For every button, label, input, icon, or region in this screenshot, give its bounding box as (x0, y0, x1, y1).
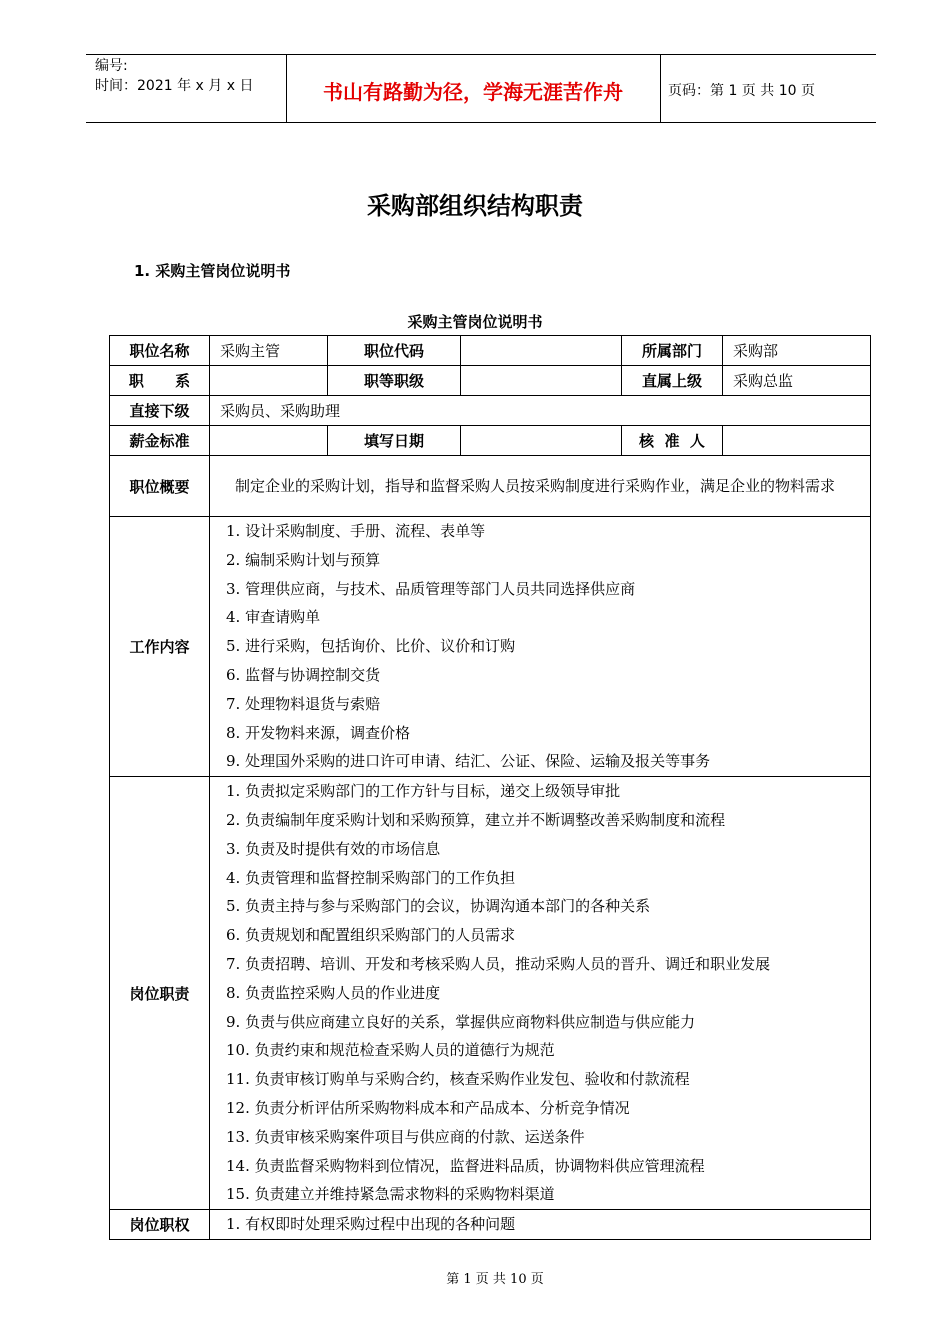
job-name-value: 采购主管 (210, 336, 328, 366)
number-label: 编号: (95, 58, 128, 74)
list-item: 15. 负责建立并维持紧急需求物料的采购物料渠道 (226, 1185, 555, 1204)
job-description-table (109, 335, 871, 1240)
table-row (110, 426, 871, 456)
list-item: 6. 负责规划和配置组织采购部门的人员需求 (226, 926, 516, 945)
page-footer: 第 1 页 共 10 页 (446, 1272, 544, 1287)
fill-date-label: 填写日期 (328, 426, 461, 456)
approver-value (723, 426, 871, 456)
department-value: 采购部 (723, 336, 871, 366)
approver-label: 核 准 人 (622, 426, 723, 456)
work-label: 工作内容 (110, 517, 210, 777)
relation-label: 职 系 (110, 366, 210, 396)
summary-value: 制定企业的采购计划，指导和监督采购人员按采购制度进行采购作业，满足企业的物料需求 (210, 456, 871, 517)
fill-date-value (461, 426, 622, 456)
job-name-label: 职位名称 (110, 336, 210, 366)
authority-list (210, 1210, 871, 1240)
header-meta (95, 56, 253, 96)
table-row (110, 366, 871, 396)
table-row (110, 1210, 871, 1240)
list-item: 10. 负责约束和规范检查采购人员的道德行为规范 (226, 1041, 555, 1060)
list-item: 3. 负责及时提供有效的市场信息 (226, 839, 441, 858)
list-item: 7. 处理物料退货与索赔 (226, 694, 381, 713)
duty-label: 岗位职责 (110, 777, 210, 1210)
list-item: 6. 监督与协调控制交货 (226, 665, 381, 684)
header-divider-2 (660, 54, 661, 122)
superior-label: 直属上级 (622, 366, 723, 396)
summary-label: 职位概要 (110, 456, 210, 517)
list-item: 4. 负责管理和监督控制采购部门的工作负担 (226, 868, 516, 887)
table-row (110, 517, 871, 777)
salary-value (210, 426, 328, 456)
subordinate-label: 直接下级 (110, 396, 210, 426)
table-row (110, 396, 871, 426)
document-title: 采购部组织结构职责 (367, 192, 583, 220)
job-code-value (461, 336, 622, 366)
list-item: 7. 负责招聘、培训、开发和考核采购人员，推动采购人员的晋升、调迁和职业发展 (226, 954, 771, 973)
table-row (110, 456, 871, 517)
list-item: 2. 负责编制年度采购计划和采购预算，建立并不断调整改善采购制度和流程 (226, 810, 726, 829)
header-page-info: 页码：第 1 页 共 10 页 (668, 83, 815, 99)
grade-value (461, 366, 622, 396)
list-item: 12. 负责分析评估所采购物料成本和产品成本、分析竞争情况 (226, 1098, 630, 1117)
table-caption: 采购主管岗位说明书 (407, 313, 543, 331)
job-code-label: 职位代码 (328, 336, 461, 366)
header-motto: 书山有路勤为径，学海无涯苦作舟 (323, 80, 623, 104)
list-item: 8. 开发物料来源，调查价格 (226, 723, 411, 742)
list-item: 8. 负责监控采购人员的作业进度 (226, 983, 441, 1002)
superior-value: 采购总监 (723, 366, 871, 396)
section-heading: 1. 采购主管岗位说明书 (134, 262, 291, 280)
list-item: 13. 负责审核采购案件项目与供应商的付款、运送条件 (226, 1127, 585, 1146)
list-item: 4. 审查请购单 (226, 608, 321, 627)
list-item: 2. 编制采购计划与预算 (226, 550, 381, 569)
list-item: 11. 负责审核订购单与采购合约，核查采购作业发包、验收和付款流程 (226, 1070, 690, 1089)
list-item: 9. 处理国外采购的进口许可申请、结汇、公证、保险、运输及报关等事务 (226, 752, 711, 771)
list-item: 5. 负责主持与参与采购部门的会议，协调沟通本部门的各种关系 (226, 897, 651, 916)
work-list (210, 517, 871, 777)
list-item: 3. 管理供应商，与技术、品质管理等部门人员共同选择供应商 (226, 579, 636, 598)
list-item: 1. 负责拟定采购部门的工作方针与目标，递交上级领导审批 (226, 782, 621, 801)
list-item: 1. 设计采购制度、手册、流程、表单等 (226, 522, 486, 540)
department-label: 所属部门 (622, 336, 723, 366)
subordinate-value: 采购员、采购助理 (210, 396, 871, 426)
time-label: 时间：2021 年 x 月 x 日 (95, 78, 254, 94)
duty-list (210, 777, 871, 1210)
list-item: 5. 进行采购，包括询价、比价、议价和订购 (226, 637, 516, 656)
authority-label: 岗位职权 (110, 1210, 210, 1240)
table-row (110, 777, 871, 1210)
relation-value (210, 366, 328, 396)
list-item: 9. 负责与供应商建立良好的关系，掌握供应商物料供应制造与供应能力 (226, 1012, 696, 1031)
grade-label: 职等职级 (328, 366, 461, 396)
list-item: 14. 负责监督采购物料到位情况，监督进料品质，协调物料供应管理流程 (226, 1156, 705, 1175)
table-row (110, 336, 871, 366)
list-item: 1. 有权即时处理采购过程中出现的各种问题 (226, 1215, 516, 1234)
header-bottom-rule (86, 122, 876, 123)
header-top-rule (86, 54, 876, 55)
salary-label: 薪金标准 (110, 426, 210, 456)
